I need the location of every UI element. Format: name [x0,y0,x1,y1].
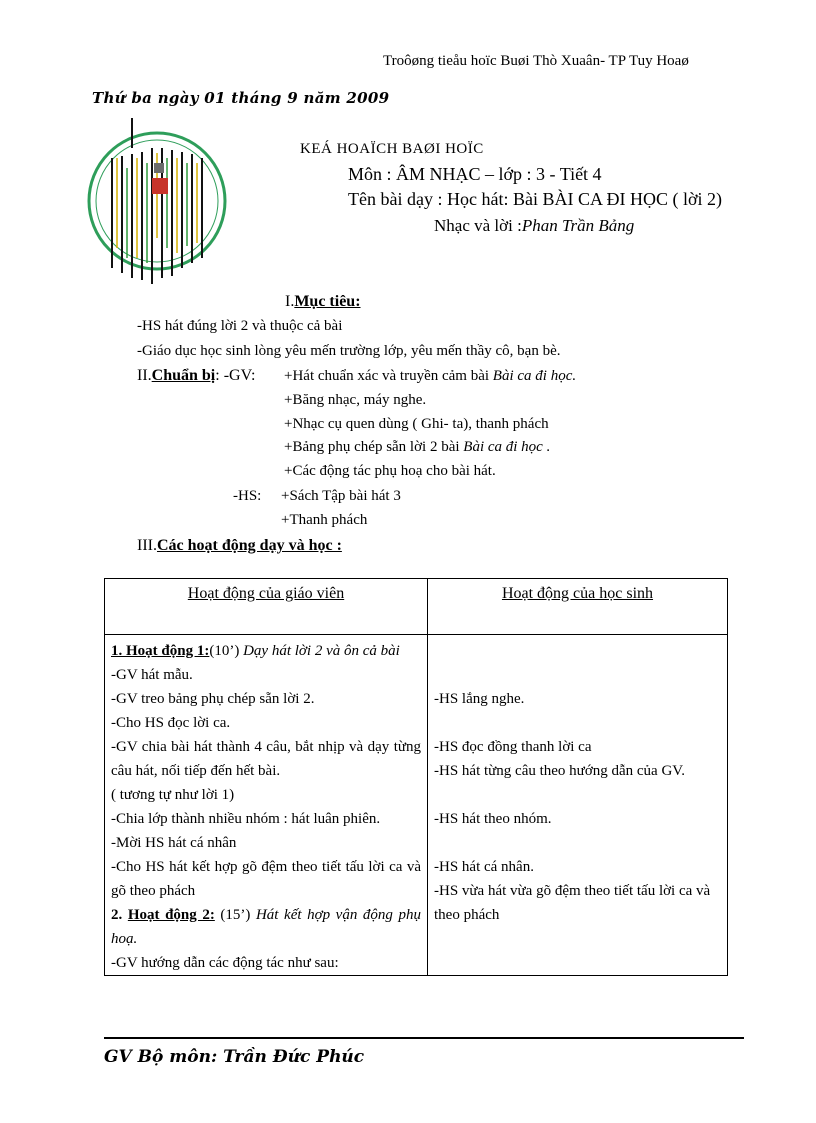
teacher-line: -Cho HS hát kết hợp gõ đệm theo tiết tấu lời ca và gõ theo phách [111,859,421,899]
student-column-header: Hoạt động của học sinh [428,579,728,635]
student-line: -HS đọc đồng thanh lời ca [434,739,592,755]
teacher-line: -GV hướng dẫn các động tác như sau: [111,955,339,971]
objective-item: -HS hát đúng lời 2 và thuộc cả bài [137,318,343,334]
prep-gv-item: +Hát chuẩn xác và truyền cảm bài Bài ca đi học. [284,368,577,384]
prep-label: Chuẩn bị [151,367,216,384]
activity-1-heading: 1. Hoạt động 1:(10’) Dạy hát lời 2 và ôn cả bài [111,643,400,659]
teacher-signature: GV Bộ môn: Trần Đức Phúc [104,1047,365,1067]
activity-2-heading: 2. Hoạt động 2: (15’) Hát kết hợp vận động phụ hoạ. [111,907,421,947]
lesson-title: Tên bài dạy : Học hát: Bài BÀI CA ĐI HỌC ( lời 2) [348,189,722,209]
lesson-date: Thứ ba ngày 01 tháng 9 năm 2009 [92,89,390,107]
objectives-number: I. [285,293,295,310]
student-line: -HS lắng nghe. [434,691,525,707]
student-line: -HS vừa hát vừa gõ đệm theo tiết tấu lời ca và theo phách [434,883,711,923]
composer-name: Phan Trần Bảng [521,216,635,235]
gv-label: : -GV: [215,367,256,384]
subject-line: Môn : ÂM NHẠC – lớp : 3 - Tiết 4 [348,164,602,184]
student-line: -HS hát theo nhóm. [434,811,552,827]
teacher-column-header: Hoạt động của giáo viên [105,579,428,635]
objective-item: -Giáo dục học sinh lòng yêu mến trường lớp, yêu mến thầy cô, bạn bè. [137,343,561,359]
prep-gv-item: +Băng nhạc, máy nghe. [284,392,427,408]
school-logo [82,118,232,284]
prep-gv-item: +Bảng phụ chép sẵn lời 2 bài Bài ca đi học . [284,439,551,455]
activities-heading [137,537,342,555]
student-activities [428,635,728,976]
student-line: -HS hát từng câu theo hướng dẫn của GV. [434,763,685,779]
objectives-heading [285,293,361,311]
teacher-line: ( tương tự như lời 1) [111,787,235,803]
prep-number: II. [137,367,152,384]
prep-gv-item: +Nhạc cụ quen dùng ( Ghi- ta), thanh phách [284,416,549,432]
prep-hs-item: +Thanh phách [281,512,368,528]
student-line: -HS hát cá nhân. [434,859,534,875]
composer-line [434,216,634,236]
composer-prefix: Nhạc và lời : [434,216,522,235]
teacher-line: -Chia lớp thành nhiều nhóm : hát luân phiên. [111,811,381,827]
footer-rule [104,1037,744,1039]
activities-number: III. [137,537,157,554]
activities-label: Các hoạt động dạy và học : [156,537,342,554]
teacher-line: -GV treo bảng phụ chép sẵn lời 2. [111,691,315,707]
prep-gv-item: +Các động tác phụ hoạ cho bài hát. [284,463,496,479]
teacher-activities [105,635,428,976]
hs-label: -HS: [233,488,262,504]
teacher-line: -GV hát mẫu. [111,667,193,683]
prep-heading [137,367,255,385]
school-header: Troôøng tieåu hoïc Buøi Thò Xuaân- TP Tuy Hoaø [383,53,689,69]
teacher-line: -GV chia bài hát thành 4 câu, bắt nhịp và dạy từng câu hát, nối tiếp đến hết bài. [111,739,421,779]
teacher-line: -Cho HS đọc lời ca. [111,715,231,731]
activities-table [104,578,728,976]
plan-title: KEÁ HOAÏCH BAØI HOÏC [300,141,484,157]
teacher-line: -Mời HS hát cá nhân [111,835,237,851]
objectives-label: Mục tiêu: [294,293,361,310]
prep-hs-item: +Sách Tập bài hát 3 [281,488,401,504]
